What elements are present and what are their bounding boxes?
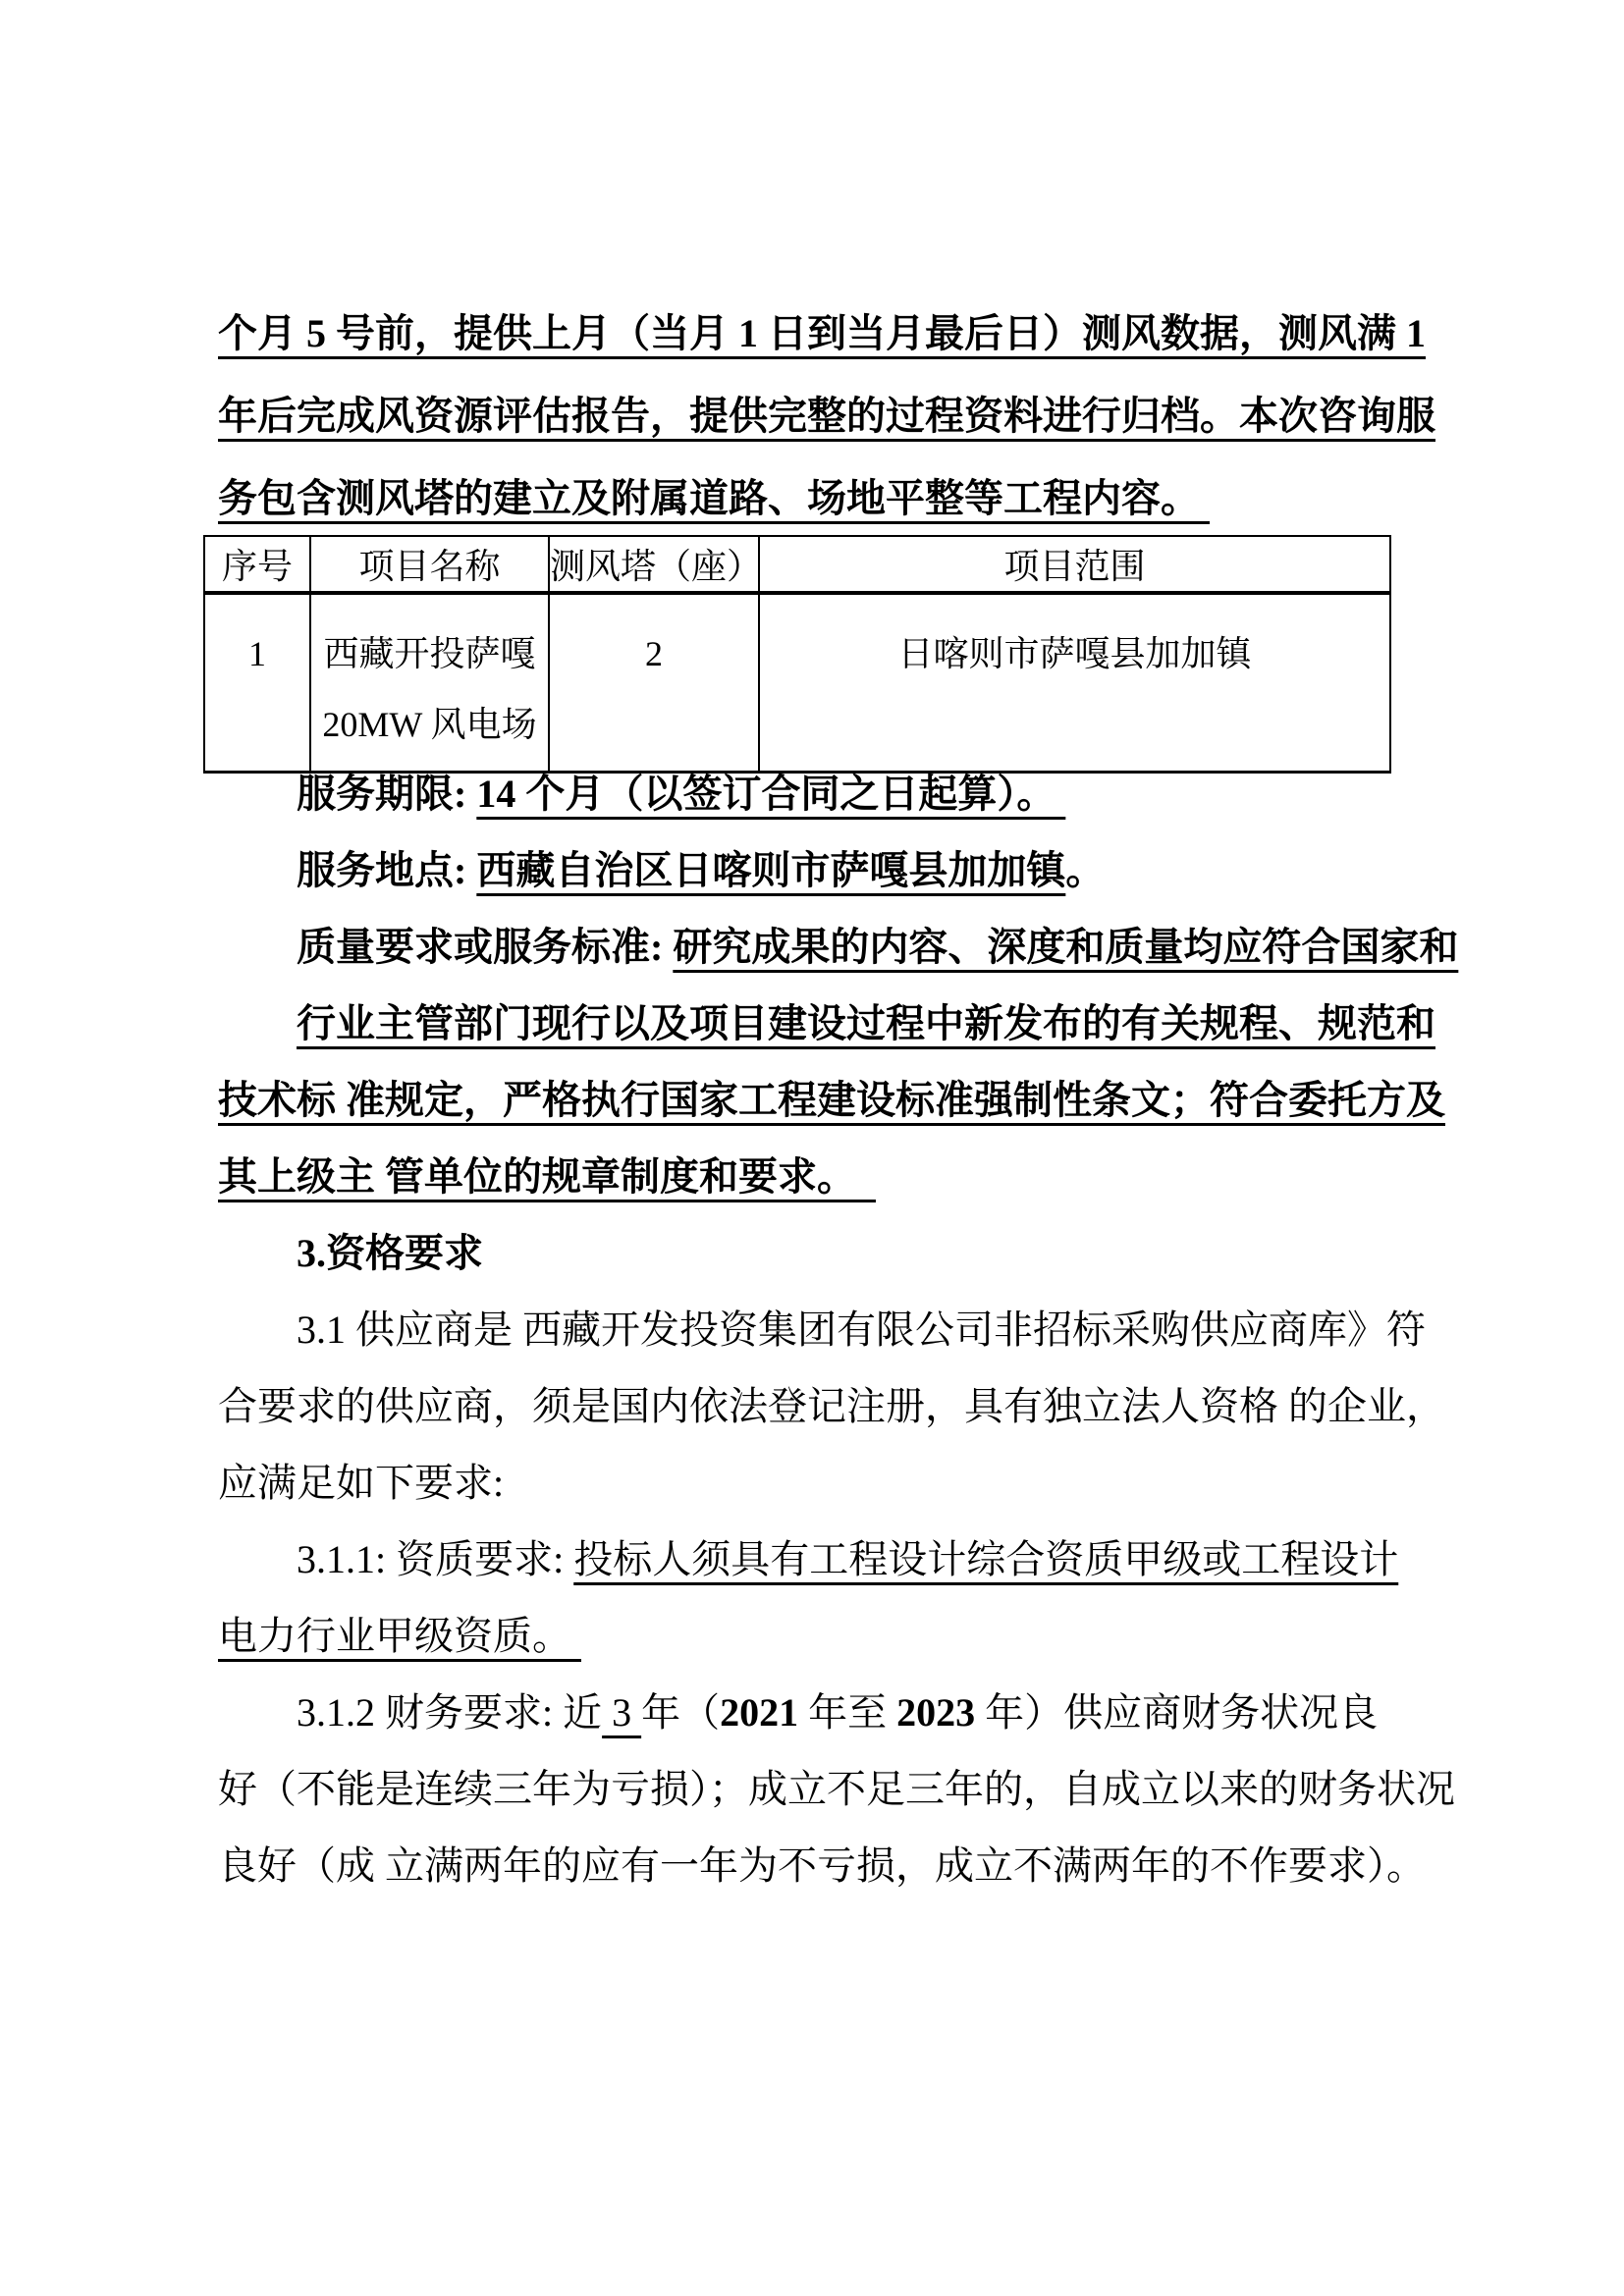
- text-line: [218, 1215, 1435, 1292]
- text-segment: 3.1 供应商是 西藏开发投资集团有限公司非招标采购供应商库》符: [297, 1308, 1426, 1352]
- text-line: [218, 1368, 1445, 1445]
- text-segment: 2023: [896, 1690, 976, 1735]
- intro-paragraph: [218, 293, 1435, 540]
- text-segment: 务包含测风塔的建立及附属道路、场地平整等工程内容。: [218, 476, 1210, 520]
- text-segment: 14 个月（以签订合同之日起算）。: [476, 772, 1066, 816]
- text-segment: 好（不能是连续三年为亏损）；成立不足三年的，自成立以来的财务状况: [218, 1767, 1455, 1811]
- project-table: [203, 535, 1391, 774]
- text-segment: 3.资格要求: [297, 1231, 483, 1275]
- text-line: [218, 756, 1435, 832]
- text-segment: 3.1.2 财务要求: 近: [297, 1690, 603, 1735]
- text-line: [218, 1675, 1435, 1751]
- text-line: [218, 1598, 1435, 1675]
- text-line: [218, 1292, 1435, 1368]
- text-segment: 年）供应商财务状况良: [975, 1690, 1379, 1735]
- text-segment: 良好（成 立满两年的应有一年为不亏损，成立不满两年的不作要求）。: [218, 1843, 1426, 1888]
- text-line: [218, 1139, 1435, 1215]
- text-segment: 年至: [798, 1690, 897, 1735]
- text-segment: 个月 5 号前，提供上月（当月 1 日到当月最后日）测风数据，测风满 1: [218, 311, 1426, 355]
- text-line: [218, 375, 1435, 457]
- text-segment: 3: [602, 1690, 642, 1735]
- text-segment: 应满足如下要求:: [218, 1461, 505, 1505]
- text-segment: 电力行业甲级资质。: [218, 1614, 581, 1658]
- text-segment: 投标人须具有工程设计综合资质甲级或工程设计: [573, 1537, 1399, 1581]
- text-line: [218, 1445, 1435, 1522]
- text-segment: 服务地点:: [297, 848, 477, 892]
- cell-project-name: 西藏开投萨嘎 20MW 风电场: [310, 593, 549, 773]
- text-segment: 合要求的供应商，须是国内依法登记注册，具有独立法人资格 的企业，: [218, 1384, 1445, 1428]
- header-cell-index: 序号: [204, 536, 310, 593]
- header-cell-towers: 测风塔（座）: [549, 536, 759, 593]
- header-cell-name: 项目名称: [310, 536, 549, 593]
- text-line: [218, 986, 1435, 1062]
- text-line: [218, 293, 1435, 375]
- text-segment: 年后完成风资源评估报告，提供完整的过程资料进行归档。本次咨询服: [218, 394, 1435, 438]
- cell-scope: 日喀则市萨嘎县加加镇: [759, 593, 1390, 773]
- table-header-row: [204, 536, 1390, 593]
- text-segment: 质量要求或服务标准:: [297, 925, 674, 969]
- text-line: [218, 1062, 1445, 1139]
- table-row: [204, 593, 1390, 773]
- header-cell-scope: 项目范围: [759, 536, 1390, 593]
- text-segment: 技术标 准规定，严格执行国家工程建设标准强制性条文；符合委托方及: [218, 1078, 1445, 1122]
- text-segment: 行业主管部门现行以及项目建设过程中新发布的有关规程、规范和: [297, 1001, 1435, 1045]
- text-line: [218, 909, 1459, 986]
- text-line: [218, 1828, 1435, 1904]
- text-line: [218, 832, 1435, 909]
- text-segment: 研究成果的内容、深度和质量均应符合国家和: [673, 925, 1459, 969]
- text-segment: 年（: [641, 1690, 721, 1735]
- text-line: [218, 1522, 1435, 1598]
- cell-towers: 2: [549, 593, 759, 773]
- text-segment: 。: [1065, 848, 1106, 892]
- cell-index: 1: [204, 593, 310, 773]
- text-line: [218, 457, 1435, 540]
- text-line: [218, 1751, 1455, 1828]
- text-segment: 3.1.1: 资质要求:: [297, 1537, 574, 1581]
- body-paragraphs: [218, 756, 1459, 1904]
- text-segment: 2021: [720, 1690, 799, 1735]
- text-segment: 西藏自治区日喀则市萨嘎县加加镇: [476, 848, 1066, 892]
- text-segment: 其上级主 管单位的规章制度和要求。: [218, 1154, 876, 1199]
- text-segment: 服务期限:: [297, 772, 477, 816]
